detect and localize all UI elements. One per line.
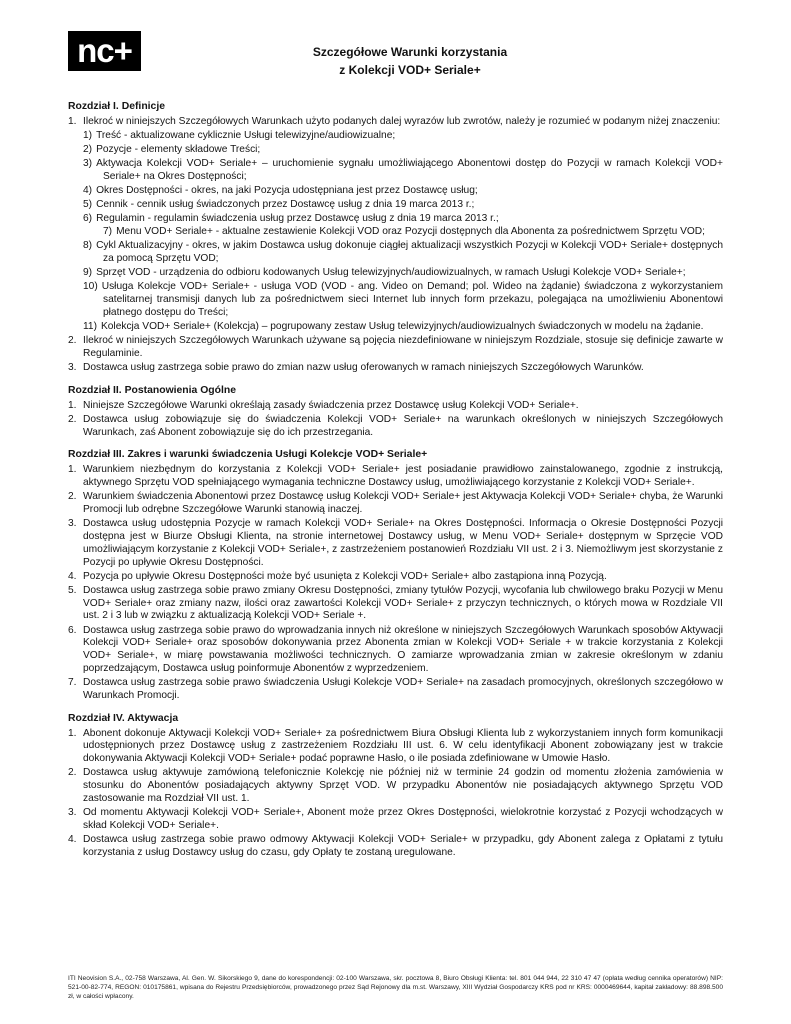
- item-number: 2.: [68, 491, 77, 503]
- chapter-3-scope-and-conditions: [68, 449, 723, 702]
- item-text: Aktywacja Kolekcji VOD+ Seriale+ – uruchomienie sygnału umożliwiającego Abonentowi dostęp do Pozycji w ramach Kolekcji VOD+ Seriale+ na Okres Dostępności;: [96, 157, 723, 182]
- item-number: 3.: [68, 807, 77, 819]
- item-text: Regulamin - regulamin świadczenia usług przez Dostawcę usług z dnia 19 marca 2013 r.;: [96, 212, 499, 224]
- definition-item: [83, 185, 723, 198]
- item-number: 6): [83, 212, 93, 224]
- list-item: [68, 116, 723, 334]
- definition-item: [83, 226, 723, 239]
- chapter-heading: Rozdział I. Definicje: [68, 101, 165, 112]
- list-item: [68, 767, 723, 805]
- item-text: Warunkiem niezbędnym do korzystania z Kolekcji VOD+ Seriale+ jest posiadanie prawidłowo zainstalowanego, zgodnie z instrukcją, aktywnego Sprzętu VOD spełniającego wymagania techniczne Dostawcy usług, umożliwiającego korzystanie z Kolekcji VOD+ Seriale+.: [83, 464, 723, 488]
- item-number: 3): [83, 157, 93, 169]
- item-number: 2.: [68, 767, 77, 779]
- item-text: Dostawca usług zastrzega sobie prawo do wprowadzania innych niż określone w niniejszych Szczegółowych Warunkach sposobów Aktywacji Kolekcji VOD+ Seriale+ oraz sposobów dokonywania przez Abonenta zmian w Kolekcji VOD+ Seriale + w trakcie korzystania z Kolekcji VOD+ Seriale+, w miarę powstawania możliwości technicznych. O zamiarze wprowadzania zmian w zakresie określonym w zdaniu poprzedzającym, Dostawca usług poinformuje Abonentów z wyprzedzeniem.: [83, 624, 723, 675]
- item-number: 2.: [68, 413, 77, 425]
- list-item: [68, 585, 723, 623]
- item-text: Okres Dostępności - okres, na jaki Pozycja udostępniana jest przez Dostawcę usług;: [96, 184, 478, 196]
- item-number: 1.: [68, 399, 77, 411]
- definition-item: [83, 199, 723, 212]
- definition-item: [83, 321, 723, 334]
- item-text: Od momentu Aktywacji Kolekcji VOD+ Seriale+, Abonent może przez Okres Dostępności, wielokrotnie korzystać z Pozycji wchodzących w skład Kolekcji VOD+ Seriale+.: [83, 807, 723, 831]
- item-number: 4.: [68, 570, 77, 582]
- list-item: [68, 834, 723, 860]
- list-item: [68, 807, 723, 833]
- item-number: 1.: [68, 727, 77, 739]
- definition-item: [83, 130, 723, 143]
- item-text: Abonent dokonuje Aktywacji Kolekcji VOD+ Seriale+ za pośrednictwem Biura Obsługi Klienta lub z wykorzystaniem innych form komunikacji udostępnionych przez Dostawcę usług z zastrzeżeniem Rozdziału III ust. 6. W celu identyfikacji Abonent zobowiązany jest w trakcie dokonywania Aktywacji Kolekcji VOD+ Seriale+ podać poprawne Hasło, o ile posiada zdefiniowane w Umowie Hasło.: [83, 727, 723, 765]
- chapter-2-general-provisions: [68, 385, 723, 440]
- item-number: 7.: [68, 677, 77, 689]
- definition-item: [83, 158, 723, 184]
- item-number: 1.: [68, 115, 77, 127]
- nc-plus-logo: nc+: [68, 31, 141, 71]
- item-number: 1.: [68, 464, 77, 476]
- item-number: 11): [83, 320, 97, 332]
- item-number: 5): [83, 198, 93, 210]
- item-number: 6.: [68, 624, 77, 636]
- item-text: Pozycja po upływie Okresu Dostępności może być usunięta z Kolekcji VOD+ Seriale+ albo zastąpiona inną Pozycją.: [83, 570, 607, 582]
- document-body: [68, 101, 723, 860]
- definition-item: [83, 267, 723, 280]
- item-number: 3.: [68, 518, 77, 530]
- item-text: Dostawca usług zastrzega sobie prawo do zmian nazw usług oferowanych w ramach niniejszych Szczegółowych Warunków.: [83, 361, 644, 373]
- item-text: Dostawca usług zastrzega sobie prawo zmiany Okresu Dostępności, zmiany tytułów Pozycji, wycofania lub chwilowego braku Pozycji w Menu VOD+ Seriale+ oraz zmiany nazw, ilości oraz zawartości Kolekcji VOD+ Seriale+ z przyczyn technicznych, o których mowa w Rozdziale VII ust. 2 i 3 lub w związku z aktualizacją Kolekcji VOD+ Seriale +.: [83, 584, 723, 622]
- item-number: 8): [83, 240, 93, 252]
- item-text: Treść - aktualizowane cyklicznie Usługi telewizyjne/audiowizualne;: [96, 129, 396, 141]
- item-text: Pozycje - elementy składowe Treści;: [96, 143, 261, 155]
- list-item: [68, 677, 723, 703]
- item-text: Usługa Kolekcje VOD+ Seriale+ - usługa VOD (VOD - ang. Video on Demand; pol. Wideo na żądanie) świadczona z wykorzystaniem satelitarnej transmisji danych lub za pośrednictwem sieci Internet lub innych form przekazu, polegająca na umożliwieniu Abonentowi płatnego dostępu do Treści;: [101, 281, 723, 318]
- item-text: Dostawca usług zastrzega sobie prawo świadczenia Usługi Kolekcje VOD+ Seriale+ na zasadach promocyjnych, określonych szczegółowo w Warunkach Promocji.: [83, 677, 723, 702]
- definition-item: [83, 240, 723, 266]
- item-text: Dostawca usług zobowiązuje się do świadczenia Kolekcji VOD+ Seriale+ na warunkach określonych w niniejszych Szczegółowych Warunkach, zaś Abonent zobowiązuje się do ich przestrzegania.: [83, 413, 723, 438]
- chapter-1-definitions: [68, 101, 723, 375]
- item-text: Dostawca usług aktywuje zamówioną telefonicznie Kolekcję nie później niż w terminie 24 godzin od momentu złożenia zamówienia w stosunku do Abonentów posiadających aktywny Sprzęt VOD. W przypadku Abonentów nie posiadających aktywnego Sprzętu VOD zastosowanie ma Rozdział VII ust. 1.: [83, 767, 723, 805]
- list-item: [68, 571, 723, 584]
- item-number: 9): [83, 267, 93, 279]
- list-item: [68, 362, 723, 375]
- item-number: 2): [83, 143, 93, 155]
- definition-item: [83, 281, 723, 319]
- item-text: Cykl Aktualizacyjny - okres, w jakim Dostawca usług dokonuje ciągłej aktualizacji wszystkich Pozycji w Kolekcji VOD+ Seriale+ dostępnych za pomocą Sprzętu VOD;: [96, 240, 723, 265]
- list-item: [68, 491, 723, 517]
- item-number: 4): [83, 184, 93, 196]
- title-line-2: z Kolekcji VOD+ Seriale+: [339, 63, 481, 77]
- item-body: [83, 116, 723, 334]
- list-item: [68, 335, 723, 361]
- list-item: [68, 625, 723, 676]
- item-text: Warunkiem świadczenia Abonentowi przez Dostawcę usług Kolekcji VOD+ Seriale+ jest Aktywacja Kolekcji VOD+ Seriale+ chyba, że Warunki Promocji lub odrębne Szczegółowe Warunki stanowią inaczej.: [83, 491, 723, 515]
- item-number: 1): [83, 129, 93, 141]
- list-item: [68, 518, 723, 569]
- item-number: 5.: [68, 584, 77, 596]
- item-number: 7): [103, 226, 113, 238]
- list-item: [68, 464, 723, 490]
- item-text: Dostawca usług udostępnia Pozycje w ramach Kolekcji VOD+ Seriale+ na Okres Dostępności. Informacja o Okresie Dostępności Pozycji dostępna jest w Biurze Obsługi Klienta, na stronie internetowej Dostawcy usług, w Menu VOD+ Seriale+ dostępnym w Sprzęcie VOD umożliwiającym korzystanie z Kolekcji VOD+ Seriale+, z zastrzeżeniem postanowień Rozdziału VII ust. 2 i 3. Niemożliwym jest skorzystanie z Pozycji po upływie Okresu Dostępności.: [83, 518, 723, 568]
- list-item: [68, 414, 723, 440]
- chapter-heading: Rozdział II. Postanowienia Ogólne: [68, 384, 237, 396]
- chapter-4-activation: [68, 713, 723, 860]
- item-number: 4.: [68, 834, 77, 846]
- document-title: [250, 43, 570, 79]
- item-number: 10): [83, 281, 98, 293]
- definition-item: [83, 144, 723, 157]
- list-item: [68, 400, 723, 413]
- chapter-heading: Rozdział III. Zakres i warunki świadczenia Usługi Kolekcje VOD+ Seriale+: [68, 449, 428, 461]
- item-number: 3.: [68, 361, 77, 373]
- item-text: Dostawca usług zastrzega sobie prawo odmowy Aktywacji Kolekcji VOD+ Seriale+ w przypadku, gdy Abonent zalega z Opłatami z tytułu korzystania z usług Dostawcy usług do czasu, gdy Opłaty te zostaną uregulowane.: [83, 834, 723, 858]
- item-text: Ilekroć w niniejszych Szczegółowych Warunkach używane są pojęcia niezdefiniowane w niniejszym Rozdziale, stosuje się definicje zawarte w Regulaminie.: [83, 335, 723, 359]
- item-text: Niniejsze Szczegółowe Warunki określają zasady świadczenia przez Dostawcę usług Kolekcji VOD+ Seriale+.: [83, 399, 579, 411]
- item-text: Ilekroć w niniejszych Szczegółowych Warunkach użyto podanych dalej wyrazów lub zwrotów, należy je rozumieć w podanym niżej znaczeniu:: [83, 115, 721, 127]
- company-footer: ITI Neovision S.A., 02-758 Warszawa, Al. Gen. W. Sikorskiego 9, dane do korespondencji: 02-100 Warszawa, skr. pocztowa 8, Biuro Obsługi Klienta: tel. 801 044 944, 22 310 47 47 (opłata według cennika operatorów) NIP: 521-00-82-774, REGON: 010175861, wpisana do Rejestru Przedsiębiorców, prowadzonego przez Sąd Rejonowy dla m.st. Warszawy, XIII Wydział Gospodarczy KRS pod nr KRS: 0000469644, kapitał zakładowy: 88.898.500 zł, w całości wpłacony.: [68, 975, 723, 1000]
- definition-item: [83, 213, 723, 226]
- item-text: Menu VOD+ Seriale+ - aktualne zestawienie Kolekcji VOD oraz Pozycji dostępnych dla Abonenta za pośrednictwem Sprzętu VOD;: [116, 226, 705, 238]
- item-number: 2.: [68, 335, 77, 346]
- list-item: [68, 728, 723, 766]
- title-line-1: Szczegółowe Warunki korzystania: [312, 45, 508, 59]
- item-text: Sprzęt VOD - urządzenia do odbioru kodowanych Usług telewizyjnych/audiowizualnych, w ramach Usługi Kolekcje VOD+ Seriale+;: [96, 267, 686, 279]
- chapter-heading: Rozdział IV. Aktywacja: [68, 712, 179, 724]
- item-text: Kolekcja VOD+ Seriale+ (Kolekcja) – pogrupowany zestaw Usług telewizyjnych/audiowizualnych świadczonych w modelu na żądanie.: [100, 320, 704, 332]
- item-text: Cennik - cennik usług świadczonych przez Dostawcę usług z dnia 19 marca 2013 r.;: [96, 198, 475, 210]
